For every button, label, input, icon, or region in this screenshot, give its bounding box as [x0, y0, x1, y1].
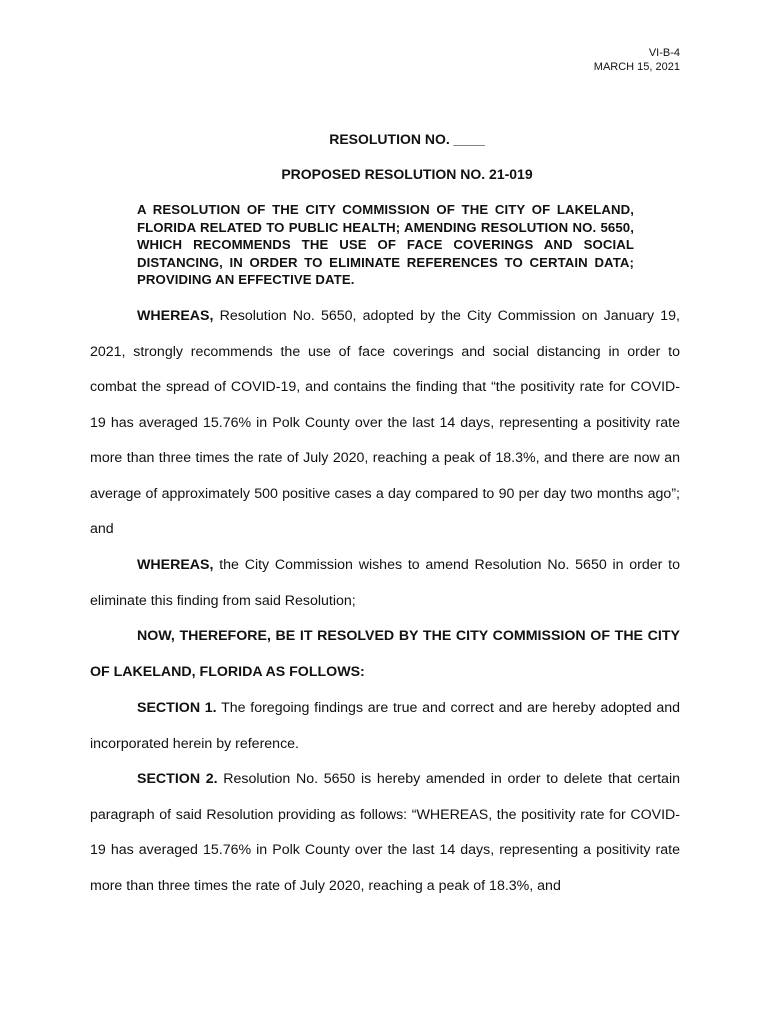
section-2-heading: SECTION 2. — [137, 771, 218, 787]
header-reference — [594, 46, 680, 74]
resolution-number-title: RESOLUTION NO. ____ — [329, 131, 485, 147]
section-1-paragraph — [90, 691, 680, 762]
resolved-clause — [90, 619, 680, 690]
header-date: MARCH 15, 2021 — [593, 61, 680, 73]
section-1-heading: SECTION 1. — [137, 700, 217, 716]
agenda-item-code: VI-B-4 — [648, 47, 680, 59]
resolved-clause-text: NOW, THEREFORE, BE IT RESOLVED BY THE CITY COMMISSION OF THE CITY OF LAKELAND, FLORIDA AS FOLLOWS: — [90, 628, 680, 680]
whereas-lead-2: WHEREAS, — [137, 557, 214, 573]
section-1-text: The foregoing findings are true and correct and are hereby adopted and incorporated herein by reference. — [90, 700, 680, 752]
whereas-lead-1: WHEREAS, — [137, 308, 214, 324]
section-2-paragraph — [90, 762, 680, 904]
whereas-paragraph-2 — [90, 548, 680, 619]
section-2-text: Resolution No. 5650 is hereby amended in order to delete that certain paragraph of said Resolution providing as follows: “WHEREAS, the positivity rate for COVID-19 has averaged 15.76% in Polk County over the last 14 days, representing a positivity rate more than three times the rate of July 2020, reaching a peak of 18.3%, and — [90, 771, 680, 894]
whereas-paragraph-1 — [90, 299, 680, 548]
whereas-text-1: Resolution No. 5650, adopted by the City Commission on January 19, 2021, strongly recommends the use of face coverings and social distancing in order to combat the spread of COVID-19, and contains the finding that “the positivity rate for COVID-19 has averaged 15.76% in Polk County over the last 14 days, representing a positivity rate more than three times the rate of July 2020, reaching a peak of 18.3%, and there are now an average of approximately 500 positive cases a day compared to 90 per day two months ago”; and — [90, 308, 680, 537]
resolution-caption: A RESOLUTION OF THE CITY COMMISSION OF THE CITY OF LAKELAND, FLORIDA RELATED TO PUBLIC HEALTH; AMENDING RESOLUTION NO. 5650, WHICH RECOMMENDS THE USE OF FACE COVERINGS AND SOCIAL DISTANCING, IN ORDER TO ELIMINATE REFERENCES TO CERTAIN DATA; PROVIDING AN EFFECTIVE DATE. — [137, 202, 634, 287]
proposed-resolution-title: PROPOSED RESOLUTION NO. 21-019 — [281, 166, 533, 182]
whereas-text-2: the City Commission wishes to amend Resolution No. 5650 in order to eliminate this finding from said Resolution; — [90, 557, 680, 609]
